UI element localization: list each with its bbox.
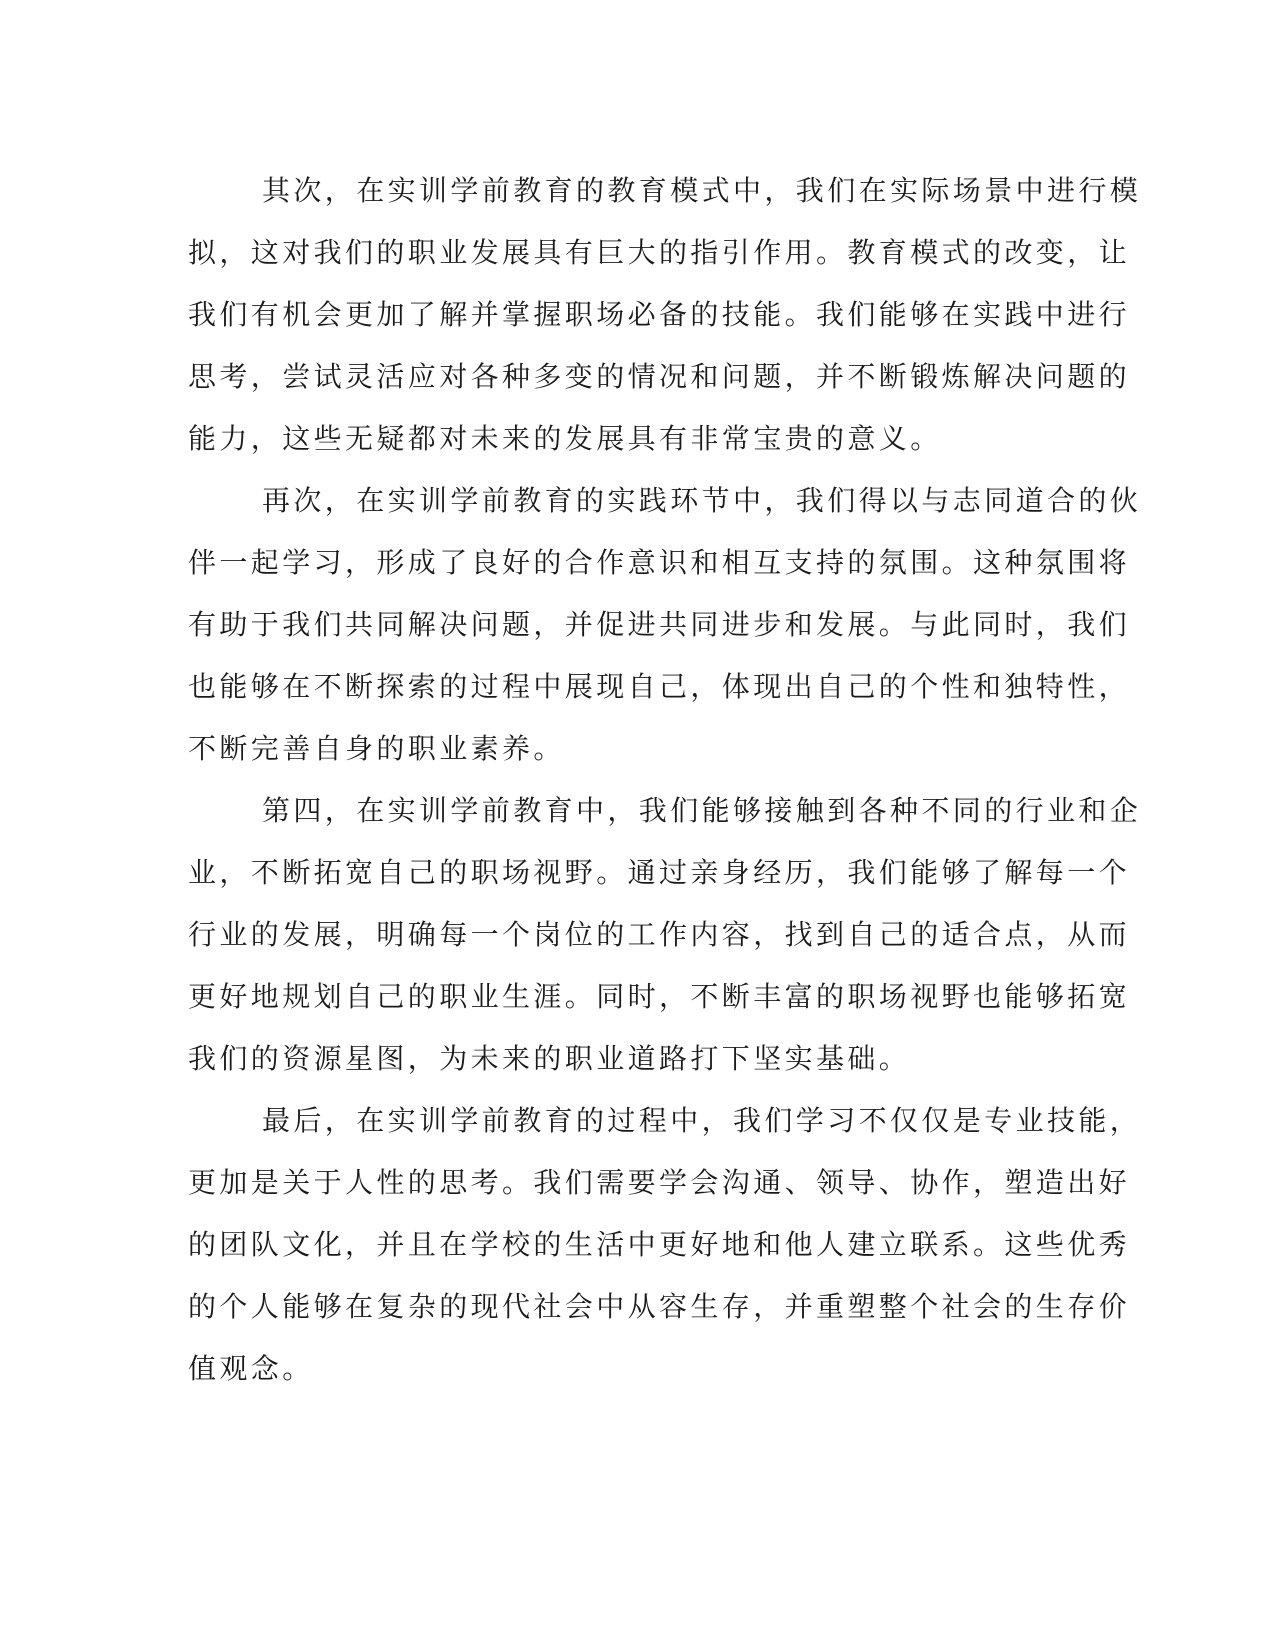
paragraph-line: 能力，这些无疑都对未来的发展具有非常宝贵的意义。: [188, 422, 942, 455]
paragraph-line: 业，不断拓宽自己的职场视野。通过亲身经历，我们能够了解每一个: [188, 856, 1131, 889]
paragraph-line: 我们有机会更加了解并掌握职场必备的技能。我们能够在实践中进行: [188, 298, 1131, 331]
paragraph-1: [188, 160, 1142, 470]
paragraph-line: 第四，在实训学前教育中，我们能够接触到各种不同的行业和企: [262, 794, 1142, 827]
paragraph-line: 伴一起学习，形成了良好的合作意识和相互支持的氛围。这种氛围将: [188, 546, 1131, 579]
paragraph-line: 的团队文化，并且在学校的生活中更好地和他人建立联系。这些优秀: [188, 1228, 1131, 1261]
paragraph-line: 拟，这对我们的职业发展具有巨大的指引作用。教育模式的改变，让: [188, 236, 1131, 269]
paragraph-line: 我们的资源星图，为未来的职业道路打下坚实基础。: [188, 1042, 911, 1075]
paragraph-line: 最后，在实训学前教育的过程中，我们学习不仅仅是专业技能，: [262, 1104, 1142, 1137]
paragraph-line: 不断完善自身的职业素养。: [188, 732, 565, 765]
paragraph-line: 再次，在实训学前教育的实践环节中，我们得以与志同道合的伙: [262, 484, 1142, 517]
paragraph-line: 行业的发展，明确每一个岗位的工作内容，找到自己的适合点，从而: [188, 918, 1131, 951]
document-body: [188, 160, 1142, 1400]
paragraph-4: [188, 1090, 1142, 1400]
paragraph-line: 更好地规划自己的职业生涯。同时，不断丰富的职场视野也能够拓宽: [188, 980, 1131, 1013]
paragraph-line: 值观念。: [188, 1352, 314, 1385]
paragraph-line: 更加是关于人性的思考。我们需要学会沟通、领导、协作，塑造出好: [188, 1166, 1131, 1199]
paragraph-2: [188, 470, 1142, 780]
paragraph-line: 的个人能够在复杂的现代社会中从容生存，并重塑整个社会的生存价: [188, 1290, 1131, 1323]
paragraph-3: [188, 780, 1142, 1090]
paragraph-line: 思考，尝试灵活应对各种多变的情况和问题，并不断锻炼解决问题的: [188, 360, 1131, 393]
paragraph-line: 其次，在实训学前教育的教育模式中，我们在实际场景中进行模: [262, 174, 1142, 207]
paragraph-line: 也能够在不断探索的过程中展现自己，体现出自己的个性和独特性，: [188, 670, 1131, 703]
paragraph-line: 有助于我们共同解决问题，并促进共同进步和发展。与此同时，我们: [188, 608, 1131, 641]
